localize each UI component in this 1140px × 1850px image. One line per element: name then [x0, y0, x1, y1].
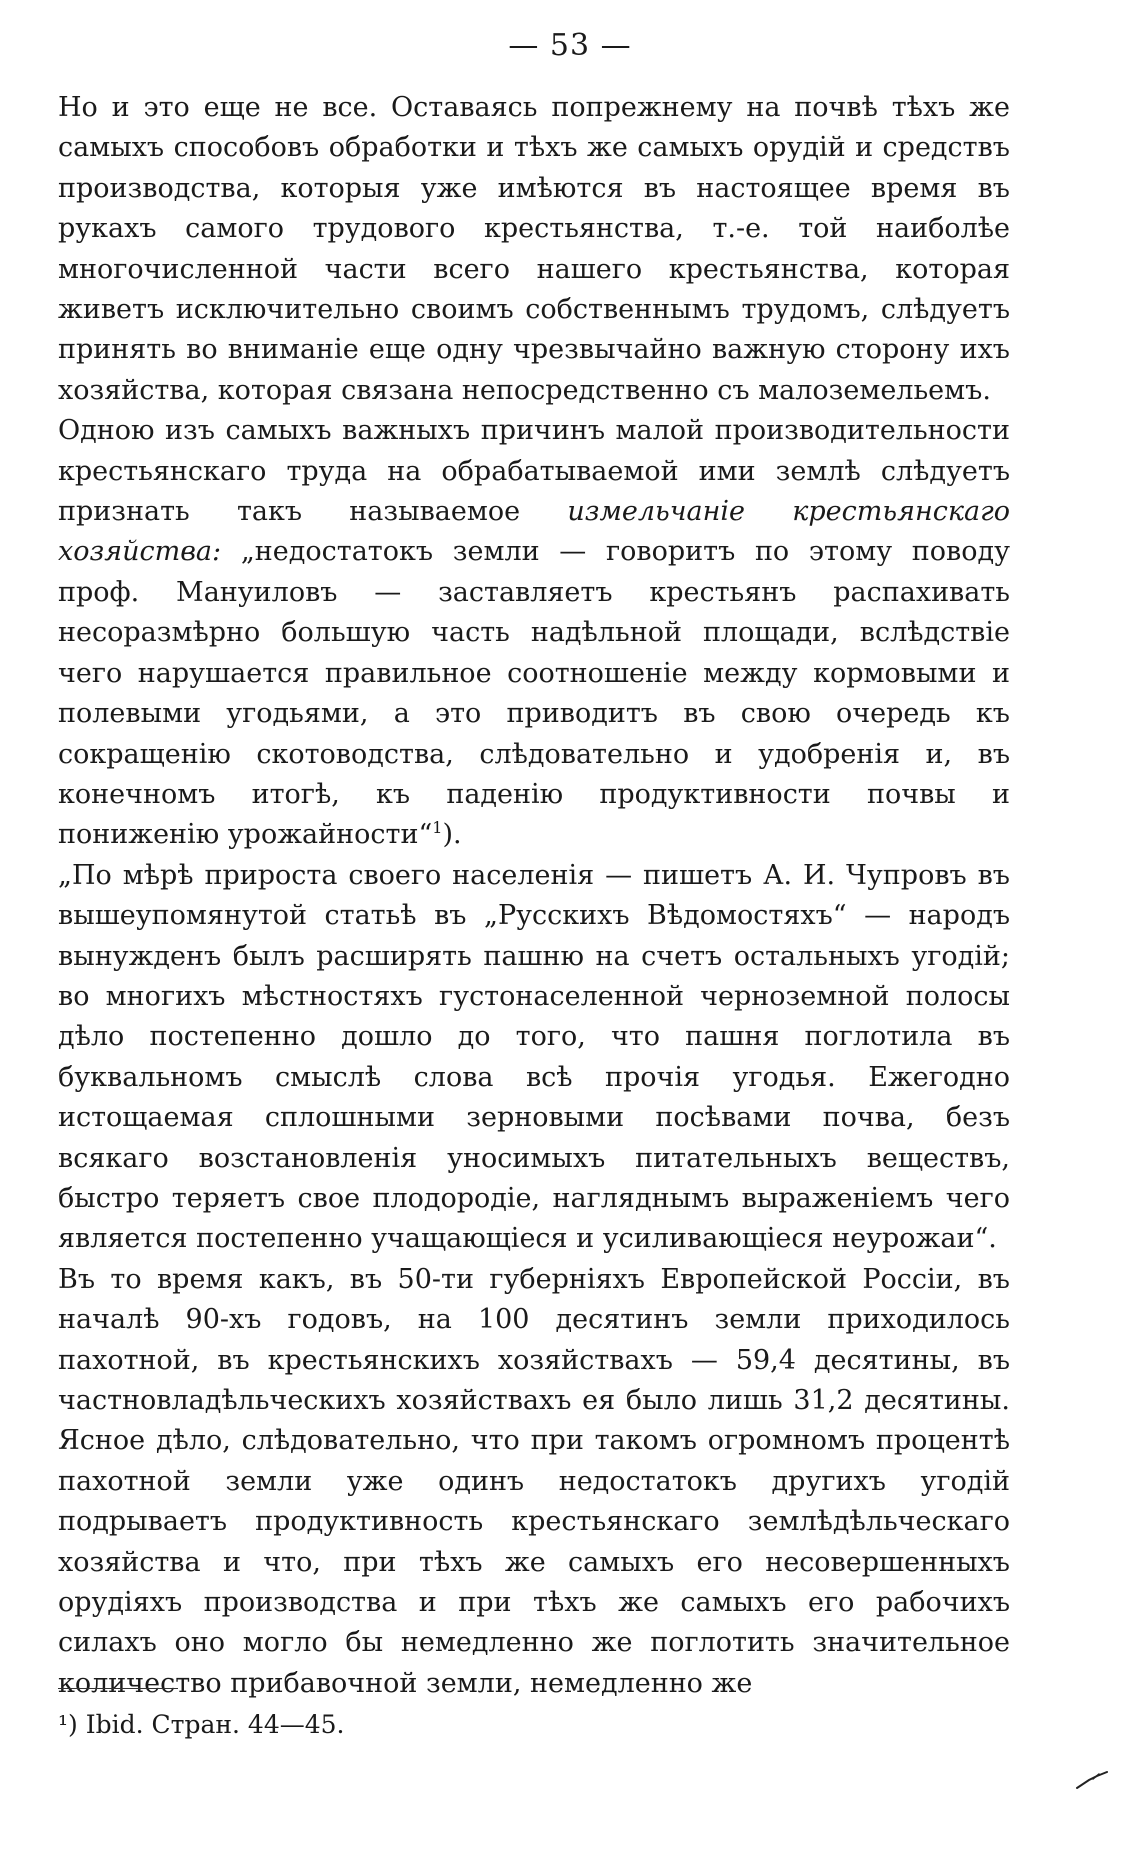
paragraph-2-text-before: Одною изъ самыхъ важныхъ причинъ малой производительности крестьянскаго труда на обрабатываемой ими землѣ слѣдуетъ признать такъ называемое [58, 415, 1010, 528]
paragraph-4: Въ то время какъ, въ 50-ти губерніяхъ Европейской Россіи, въ началѣ 90-хъ годовъ, на 100 десятинъ земли приходилось пахотной, въ крестьянскихъ хозяйствахъ — 59,4 десятины, въ частновладѣльческихъ хозяйствахъ ея было лишь 31,2 десятины. Ясное дѣло, слѣдовательно, что при такомъ огромномъ процентѣ пахотной земли уже одинъ недостатокъ другихъ угодій подрываетъ продуктивность крестьянскаго землѣдѣльческаго хозяйства и что, при тѣхъ же самыхъ его несовершенныхъ орудіяхъ производства и при тѣхъ же самыхъ его рабочихъ силахъ оно могло бы немедленно же поглотить значительное количество прибавочной земли, немедленно же [58, 1263, 1010, 1699]
footnote: ¹) Ibid. Стран. 44—45. [58, 1710, 345, 1739]
paragraph-2 [58, 411, 1010, 855]
body-text [58, 88, 1010, 1704]
pencil-mark [1075, 1770, 1109, 1790]
paragraph-1: Но и это еще не все. Оставаясь попрежнему на почвѣ тѣхъ же самыхъ способовъ обработки и тѣхъ же самыхъ орудій и средствъ производства, которыя уже имѣются въ настоящее время въ рукахъ самого трудового крестьянства, т.-е. той наиболѣе многочисленной части всего нашего крестьянства, которая живетъ исключительно своимъ собственнымъ трудомъ, слѣдуетъ принять во вниманіе еще одну чрезвычайно важную сторону ихъ хозяйства, которая связана непосредственно съ малоземельемъ. [58, 92, 1010, 406]
page-number: — 53 — [508, 28, 632, 63]
paragraph-2-text-end: ). [442, 819, 462, 851]
footnote-divider [58, 1688, 178, 1689]
footnote-reference: 1 [432, 818, 443, 838]
paragraph-3: „По мѣрѣ прироста своего населенія — пишетъ А. И. Чупровъ въ вышеупомянутой статьѣ въ „Русскихъ Вѣдомостяхъ“ — народъ вынужденъ былъ расширять пашню на счетъ остальныхъ угодій; во многихъ мѣстностяхъ густонаселенной черноземной полосы дѣло постепенно дошло до того, что пашня поглотила въ буквальномъ смыслѣ слова всѣ прочія угодья. Ежегодно истощаемая сплошными зерновыми посѣвами почва, безъ всякаго возстановленія уносимыхъ питательныхъ веществъ, быстро теряетъ свое плодородіе, нагляднымъ выраженіемъ чего является постепенно учащающіеся и усиливающіеся неурожаи“. [58, 859, 1010, 1255]
paragraph-2-text-after: „недостатокъ земли — говоритъ по этому поводу проф. Мануиловъ — заставляетъ крестьянъ распахивать несоразмѣрно большую часть надѣльной площади, вслѣдствіе чего нарушается правильное соотношеніе между кормовыми и полевыми угодьями, а это приводитъ въ свою очередь къ сокращенію скотоводства, слѣдовательно и удобренія и, въ конечномъ итогѣ, къ паденію продуктивности почвы и пониженію урожайности“ [58, 536, 1010, 851]
paragraph-2-italic: измельчаніе крестьянскаго хозяйства: [58, 496, 1010, 568]
